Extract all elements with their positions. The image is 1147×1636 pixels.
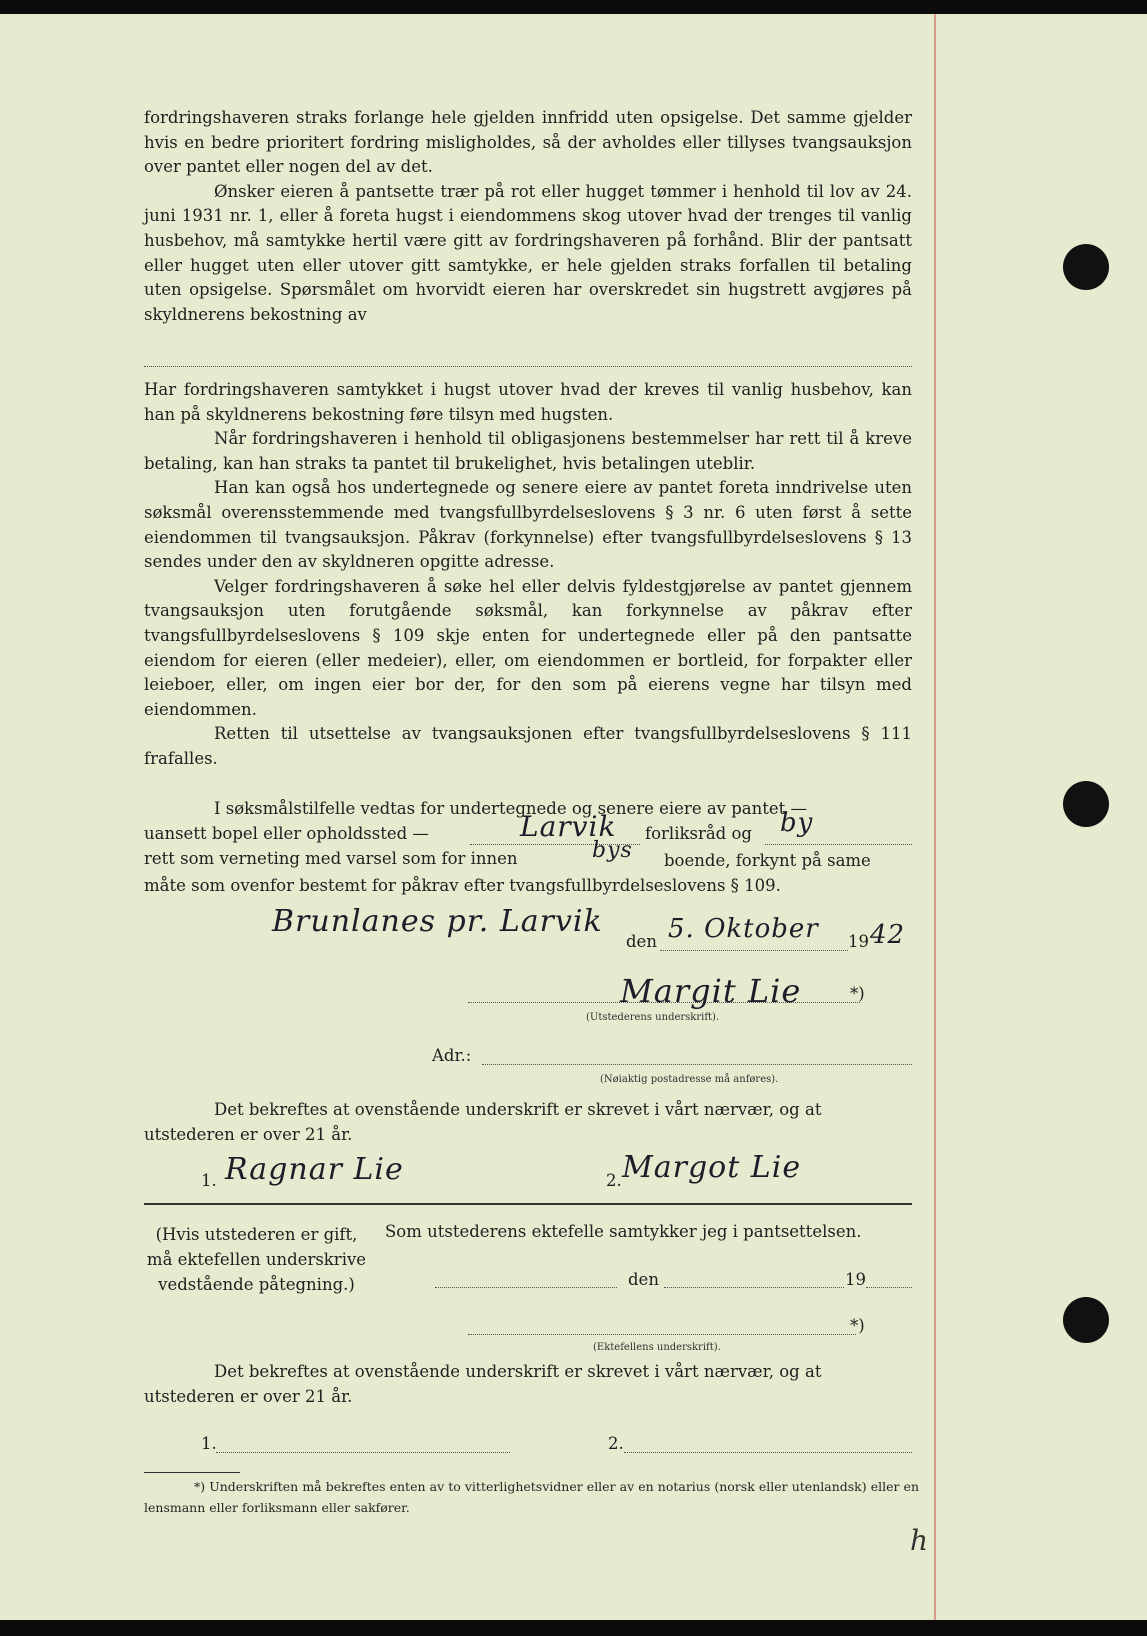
- spouse-den-label: den: [628, 1270, 659, 1289]
- handwritten-year: 42: [870, 920, 906, 950]
- witness-number: 1.: [201, 1171, 217, 1190]
- corner-handwritten-mark: h: [910, 1524, 929, 1557]
- date-den-label: den: [626, 932, 657, 951]
- witness-number: 2.: [606, 1171, 622, 1190]
- fill-in-line: [435, 1287, 617, 1288]
- divider-rule: [144, 1203, 912, 1205]
- venue-line-1: I søksmålstilfelle vedtas for undertegnede og senere eiere av pantet —: [214, 799, 808, 818]
- handwritten-court: by: [780, 808, 814, 838]
- main-text-block: [144, 378, 912, 772]
- paragraph: Velger fordringshaveren å søke hel eller delvis fyldestgjørelse av pantet gjennem tvangsauksjon uten forutgående søksmål, kan forkynnelse av påkrav efter tvangsfullbyrdelseslovens § 109 skje enten for undertegnede eller på den pantsatte eiendom for eieren (eller medeier), eller, om eiendommen er bortleid, for forpakter eller leieboer, eller, om ingen eier bor der, for den som på eierens vegne har tilsyn med eiendommen.: [144, 576, 912, 719]
- margin-line: [934, 14, 936, 1620]
- witness-2-signature: Margot Lie: [622, 1150, 802, 1185]
- handwritten-jurisdiction: bys: [592, 838, 633, 863]
- handwritten-date: 5. Oktober: [668, 914, 819, 944]
- issuer-signature: Margit Lie: [620, 972, 802, 1010]
- paragraph: Retten til utsettelse av tvangsauksjonen efter tvangsfullbyrdelseslovens § 111 frafalles.: [144, 724, 912, 768]
- address-line: [482, 1064, 912, 1065]
- fill-in-line: [664, 1287, 844, 1288]
- spouse-signature-line: [468, 1334, 856, 1335]
- handwritten-venue: Larvik: [520, 810, 617, 843]
- paragraph: Har fordringshaveren samtykket i hugst utover hvad der kreves til vanlig husbehov, kan han på skyldnerens bekostning føre tilsyn med hugsten.: [144, 380, 912, 424]
- paragraph: Han kan også hos undertegnede og senere eiere av pantet foreta inndrivelse uten søksmål overensstemmende med tvangsfullbyrdelseslovens § 3 nr. 6 uten først å sette eiendommen til tvangsauksjon. Påkrav (forkynnelse) efter tvangsfullbyrdelseslovens § 13 sendes under den av skyldneren opgitte adresse.: [144, 478, 912, 572]
- spouse-consent: Som utstederens ektefelle samtykker jeg i pantsettelsen.: [385, 1222, 862, 1241]
- witness-number: 2.: [608, 1434, 624, 1453]
- witness-number: 1.: [201, 1434, 217, 1453]
- witness-line: [624, 1452, 912, 1453]
- fill-in-line: [765, 844, 912, 845]
- witness-statement-2: Det bekreftes at ovenstående underskrift er skrevet i vårt nærvær, og at utstederen er over 21 år.: [144, 1362, 822, 1406]
- top-text-block: [144, 106, 912, 327]
- punch-hole: [1063, 244, 1109, 290]
- footnote: *) Underskriften må bekreftes enten av to vitterlighetsvidner eller av en notarius (norsk eller utenlandsk) eller en lensmann eller forliksmann eller sakfører.: [144, 1479, 919, 1515]
- witness-1-signature: Ragnar Lie: [225, 1152, 404, 1187]
- spouse-instruction: (Hvis utstederen er gift, må ektefellen underskrive vedstående påtegning.): [146, 1225, 367, 1294]
- fill-in-line: [660, 950, 848, 951]
- spouse-signature-mark: *): [850, 1316, 865, 1335]
- year-prefix: 19: [848, 932, 869, 951]
- handwritten-place: Brunlanes pr. Larvik: [272, 904, 603, 939]
- spouse-signature-caption: (Ektefellens underskrift).: [593, 1342, 721, 1353]
- fill-in-line: [866, 1287, 912, 1288]
- paragraph: Ønsker eieren å pantsette trær på rot eller hugget tømmer i henhold til lov av 24. juni 1931 nr. 1, eller å foreta hugst i eiendommens skog utover hvad der trenges til vanlig husbehov, må samtykke hertil være gitt av fordringshaveren på forhånd. Blir der pantsatt eller hugget uten eller utover gitt samtykke, er hele gjelden straks forfallen til betaling uten opsigelse. Spørsmålet om hvorvidt eieren har overskredet sin hugstrett avgjøres på skyldnerens bekostning av: [144, 181, 912, 324]
- venue-line-2-mid: forliksråd og: [645, 824, 752, 843]
- fill-in-line: [144, 366, 912, 367]
- signature-caption: (Utstederens underskrift).: [586, 1012, 720, 1023]
- venue-line-2-prefix: uansett bopel eller opholdssted —: [144, 824, 429, 843]
- paragraph: Når fordringshaveren i henhold til obligasjonens bestemmelser har rett til å kreve betaling, kan han straks ta pantet til brukelighet, hvis betalingen uteblir.: [144, 429, 912, 473]
- witness-line: [216, 1452, 510, 1453]
- paragraph: fordringshaveren straks forlange hele gjelden innfridd uten opsigelse. Det samme gjelder hvis en bedre prioritert fordring misligholdes, så der avholdes eller tillyses tvangsauksjon over pantet eller nogen del av det.: [144, 108, 912, 177]
- witness-statement: Det bekreftes at ovenstående underskrift er skrevet i vårt nærvær, og at utstederen er over 21 år.: [144, 1100, 822, 1144]
- address-label: Adr.:: [432, 1046, 472, 1065]
- punch-hole: [1063, 781, 1109, 827]
- punch-hole: [1063, 1297, 1109, 1343]
- signature-mark: *): [850, 984, 865, 1003]
- spouse-year-prefix: 19: [845, 1270, 866, 1289]
- footnote-rule: [144, 1472, 240, 1473]
- document-page: [0, 14, 1147, 1620]
- address-caption: (Nøiaktig postadresse må anføres).: [600, 1074, 779, 1085]
- venue-line-3-rest: boende, forkynt på same måte som ovenfor bestemt for påkrav efter tvangsfullbyrdelseslovens § 109.: [144, 851, 871, 895]
- venue-line-3-prefix: rett som verneting med varsel som for innen: [144, 849, 518, 868]
